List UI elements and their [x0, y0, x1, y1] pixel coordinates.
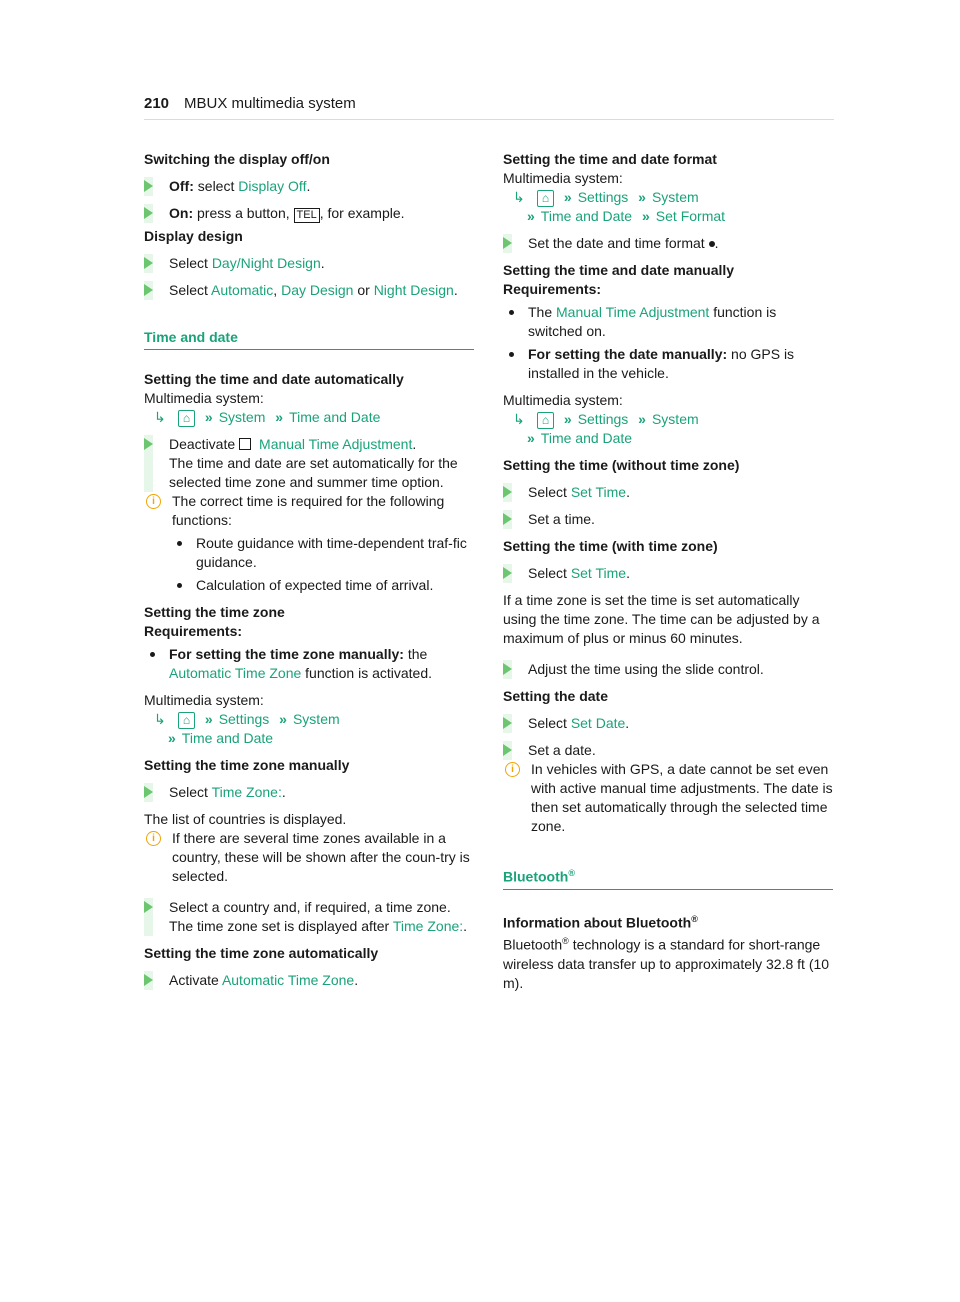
left-column: [144, 150, 474, 990]
nav-path-1: ↳ ⌂ » System » Time and Date: [154, 409, 381, 425]
step-arrow-icon: [503, 744, 512, 756]
step-arrow-icon: [503, 237, 512, 249]
tz-heading: Setting the time zone: [144, 604, 285, 620]
chevron-icon: »: [563, 189, 572, 205]
note1-bullet-2: Calculation of expected time of arrival.: [144, 576, 474, 595]
manual-time-adjustment-link[interactable]: Manual Time Adjustment: [259, 436, 413, 452]
multimedia-system-label: Multimedia system:: [144, 390, 264, 406]
manual-req-1: The Manual Time Adjustment function is switched on.: [503, 303, 833, 341]
with-tz-heading: Setting the time (with time zone): [503, 538, 718, 554]
display-off-link[interactable]: Display Off: [238, 178, 307, 194]
path-arrow-icon: ↳: [513, 411, 525, 427]
automatic-link[interactable]: Automatic: [211, 282, 274, 298]
manual-time-adjustment-link-2[interactable]: Manual Time Adjustment: [556, 304, 710, 320]
step-arrow-icon: [144, 207, 153, 219]
no-tz-step1: Select Set Time.: [503, 483, 833, 502]
chevron-icon: »: [638, 189, 646, 205]
date-heading: Setting the date: [503, 688, 609, 704]
note-2: i If there are several time zones available in a country, these will be shown after the coun-try is selected.: [144, 829, 474, 886]
select-country-step: Select a country and, if required, a time zone. The time zone set is displayed after Time Zone:.: [144, 898, 474, 936]
bluetooth-section: Bluetooth®: [503, 864, 833, 890]
step-arrow-icon: [144, 786, 153, 798]
set-time-link[interactable]: Set Time: [570, 484, 627, 500]
nav-path-4: ↳ ⌂ » Settings » System » Time and Date: [513, 411, 699, 446]
tz-auto-heading: Setting the time zone automatically: [144, 945, 379, 961]
page-header: [144, 95, 834, 120]
automatic-time-zone-link[interactable]: Automatic Time Zone: [169, 665, 302, 681]
step-arrow-icon: [144, 284, 153, 296]
chevron-icon: »: [204, 711, 213, 727]
night-design-link[interactable]: Night Design: [373, 282, 454, 298]
chevron-icon: »: [527, 208, 535, 224]
step-arrow-icon: [144, 901, 153, 913]
note-3: i In vehicles with GPS, a date cannot be set even with active manual time adjustments. The date is then set automatically through the selected time zone.: [503, 760, 833, 836]
right-column: [503, 150, 833, 993]
nav-path-3: ↳ ⌂ » Settings » System » Time and Date » Set Format: [513, 189, 726, 224]
page-number: 210: [144, 95, 170, 112]
time-zone-link[interactable]: Time Zone:: [211, 784, 282, 800]
tel-button-icon: TEL: [294, 208, 320, 223]
step-arrow-icon: [144, 974, 153, 986]
path-arrow-icon: ↳: [154, 711, 166, 727]
chevron-icon: »: [204, 409, 213, 425]
step-arrow-icon: [503, 513, 512, 525]
info-icon: i: [505, 762, 520, 777]
step-arrow-icon: [144, 257, 153, 269]
date-step2: Set a date.: [503, 741, 833, 760]
step-arrow-icon: [144, 180, 153, 192]
multimedia-system-label: Multimedia system:: [144, 692, 264, 708]
tz-requirement: For setting the time zone manually: the Automatic Time Zone function is activated.: [144, 645, 474, 683]
multimedia-system-label: Multimedia system:: [503, 170, 623, 186]
set-date-link[interactable]: Set Date: [570, 715, 626, 731]
tz-manual-heading: Setting the time zone manually: [144, 757, 350, 773]
checkbox-icon: [239, 438, 251, 450]
step-arrow-icon: [503, 567, 512, 579]
display-design-heading: Display design: [144, 228, 243, 244]
countries-text: The list of countries is displayed.: [144, 811, 347, 827]
format-heading: Setting the time and date format: [503, 151, 717, 167]
off-step: Off: select Display Off.: [144, 177, 474, 196]
path-arrow-icon: ↳: [513, 189, 525, 205]
time-and-date-section: Time and date: [144, 328, 474, 350]
chevron-icon: »: [642, 208, 650, 224]
no-tz-heading: Setting the time (without time zone): [503, 457, 740, 473]
chevron-icon: »: [168, 730, 176, 746]
manual-req-2: For setting the date manually: no GPS is installed in the vehicle.: [503, 345, 833, 383]
tz-requirements: Requirements:: [144, 623, 243, 639]
nav-path-2: ↳ ⌂ » Settings » System » Time and Date: [154, 711, 340, 746]
activate-step: Activate Automatic Time Zone.: [144, 971, 474, 990]
auto-heading: Setting the time and date automatically: [144, 371, 404, 387]
note-1: i The correct time is required for the following functions:: [144, 492, 474, 530]
step-arrow-icon: [503, 486, 512, 498]
chevron-icon: »: [638, 411, 646, 427]
step-arrow-icon: [503, 663, 512, 675]
time-zone-link-2[interactable]: Time Zone:: [392, 918, 464, 934]
bt-desc: Bluetooth® technology is a standard for short-range wireless data transfer up to approximately 32.8 ft (10 m).: [503, 936, 830, 991]
automatic-time-zone-link-2[interactable]: Automatic Time Zone: [221, 972, 355, 988]
manual-heading: Setting the time and date manually: [503, 262, 735, 278]
chevron-icon: »: [275, 409, 284, 425]
multimedia-system-label: Multimedia system:: [503, 392, 623, 408]
with-tz-desc: If a time zone is set the time is set automatically using the time zone. The time can be adjusted by a maximum of plus or minus 60 minutes.: [503, 592, 820, 646]
chevron-icon: »: [279, 711, 287, 727]
day-night-design-link[interactable]: Day/Night Design: [211, 255, 321, 271]
dd-step1: Select Day/Night Design.: [144, 254, 474, 273]
info-icon: i: [146, 831, 161, 846]
day-design-link[interactable]: Day Design: [281, 282, 354, 298]
on-step: On: press a button, TEL , for example.: [144, 204, 474, 223]
path-arrow-icon: ↳: [154, 409, 166, 425]
home-icon: ⌂: [178, 410, 195, 427]
chevron-icon: »: [527, 430, 535, 446]
step-arrow-icon: [144, 438, 153, 450]
info-icon: i: [146, 494, 161, 509]
no-tz-step2: Set a time.: [503, 510, 833, 529]
switching-heading: Switching the display off/on: [144, 151, 330, 167]
header-title: MBUX multimedia system: [184, 95, 356, 112]
note1-bullet-1: Route guidance with time-dependent traf-fic guidance.: [144, 534, 474, 572]
set-time-link-2[interactable]: Set Time: [570, 565, 627, 581]
radio-icon: [709, 241, 715, 247]
home-icon: ⌂: [178, 712, 195, 729]
chevron-icon: »: [563, 411, 572, 427]
date-step1: Select Set Date.: [503, 714, 833, 733]
manual-requirements: Requirements:: [503, 281, 602, 297]
home-icon: ⌂: [537, 190, 554, 207]
format-step: Set the date and time format .: [503, 234, 833, 253]
tz-manual-step: Select Time Zone:.: [144, 783, 474, 802]
step-arrow-icon: [503, 717, 512, 729]
deactivate-step: Deactivate Manual Time Adjustment. The time and date are set automatically for the selected time zone and summer time option.: [144, 435, 474, 492]
dd-step2: Select Automatic, Day Design or Night Design.: [144, 281, 474, 300]
adjust-step: Adjust the time using the slide control.: [503, 660, 833, 679]
home-icon: ⌂: [537, 412, 554, 429]
bt-heading: Information about Bluetooth®: [503, 913, 698, 931]
with-tz-step: Select Set Time.: [503, 564, 833, 583]
